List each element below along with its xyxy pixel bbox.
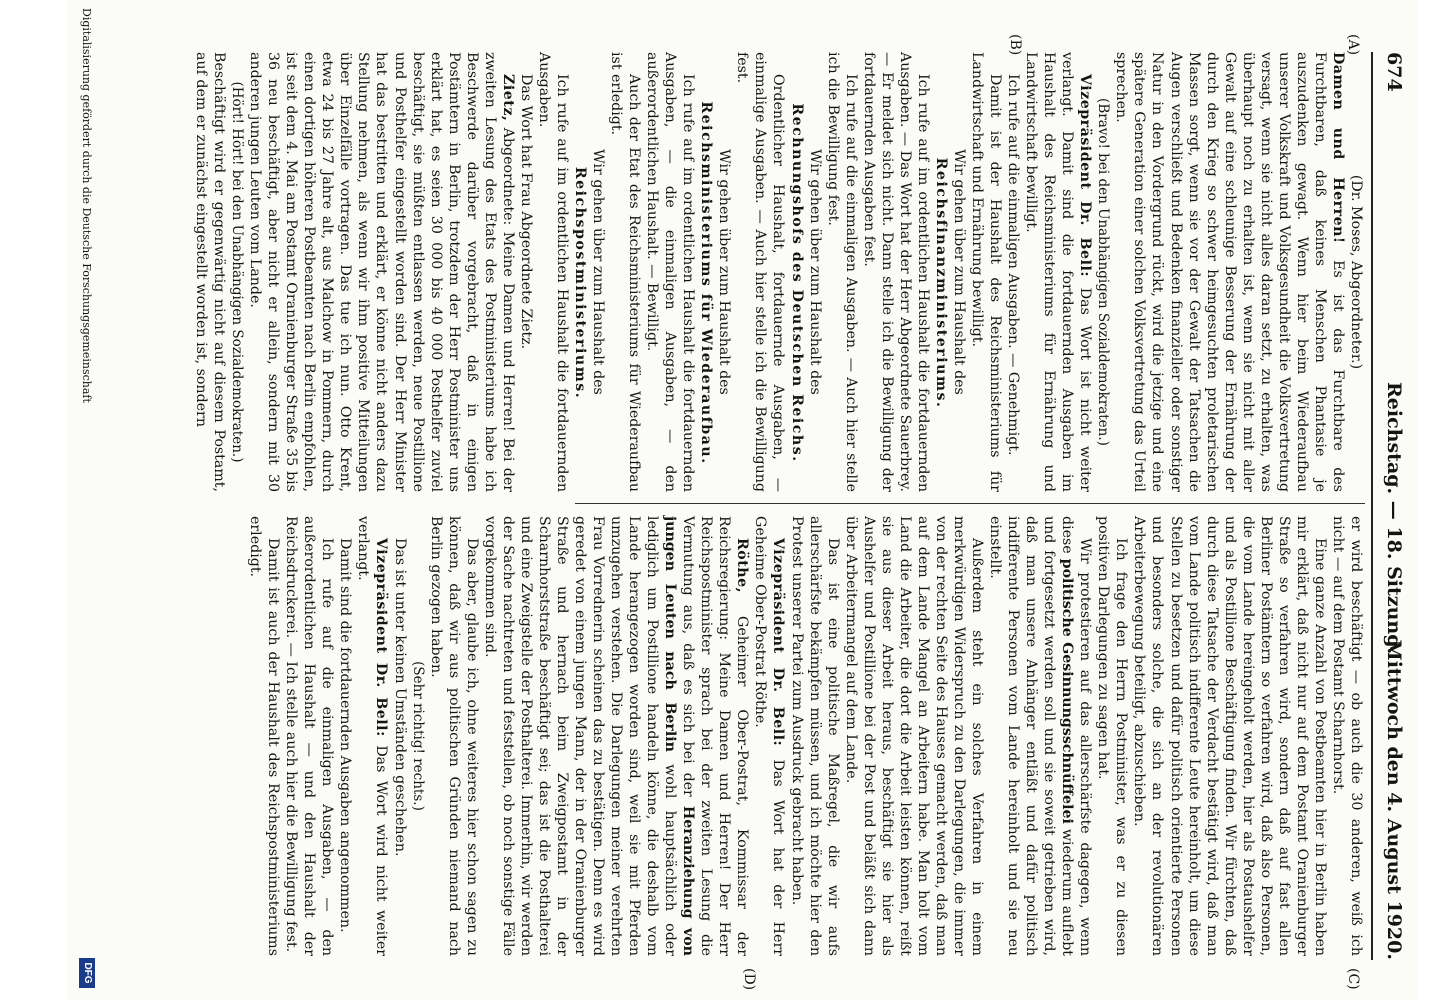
paragraph: Wir gehen über zum Haushalt des <box>716 149 733 395</box>
paragraph: Wir gehen über zum Haushalt des <box>950 149 967 395</box>
dfg-logo: DFG <box>79 958 95 988</box>
section-heading: Rechnungshofs des Deutschen Reichs. <box>788 103 805 463</box>
paragraph: Ich rufe auf im ordentlichen Haushalt die fortdauernden Ausgaben, — die einmaligen Ausgaben, — den außerordentlichen Haushalt. — Bewilligt. <box>644 52 697 492</box>
paragraph: Zietz, Abgeordnete: Meine Damen und Herren! Bei der zweiten Lesung des Etats des Postministeriums habe ich Beschwerde darüber vorgebracht, daß in einigen Postämtern in Berlin, trotzdem der Herr Postminister uns erklärt hat, es seien 30 000 bis 40 000 Posthelfer zuviel beschäftigt, sie müßten entlassen werden, neue Postillione und Posthelfer eingestellt worden sind. Der Herr Minister hat das bestritten und erklärt, er könne nicht anders dazu Stellung nehmen, als wenn wir ihm positive Mitteilungen über Einzelfälle vortragen. Das tue ich nun. Otto Krent, etwa 24 bis 27 Jahre alt, aus Malchow in Pommern, durch einen dortigen höheren Postbeamten nach Berlin empfohlen, ist seit dem 4. Mai am Postamt Oranienburger Straße 35 bis 36 neu beschäftigt, aber nicht er allein, sondern mit 30 anderen jungen Leuten vom Lande. <box>247 52 516 492</box>
page-header <box>1375 52 1409 960</box>
speaker-name: Röthe, <box>734 538 751 594</box>
paragraph: Das aber, glaube ich, ohne weiteres hier schon sagen zu können, daß wir aus politischen Gründen niemand nach Berlin gezogen haben. <box>427 516 480 956</box>
paragraph: Das Wort hat Frau Abgeordnete Zietz. <box>517 74 534 350</box>
speaker-name: Damen und Herren! <box>1329 52 1346 244</box>
paragraph: Wir protestieren auf das allerschärfste dagegen, wenn diese politische Gesinnungsschnüffelei wiederum auflebt und fortgesetzt werden soll und sie soweit getrieben wird, daß man unsere Anhänger entläßt und dafür politisch indifferente Personen vom Lande hereinholt und sie neu einstellt. <box>987 516 1094 956</box>
paragraph: Ich rufe auf die einmaligen Ausgaben. — Auch hier stelle ich die Bewilligung fest. <box>824 52 859 492</box>
paragraph: Eine ganze Anzahl von Postbeamten hier in Berlin haben mir erklärt, daß nicht nur auf dem Postamt Oranienburger Straße so verfahren wird, sondern daß auf fast allen Berliner Postämtern so verfahren wird, daß also Personen, die vom Lande hereingeholt werden, hier als Postaushelfer und als Postillione Beschäftigung finden. Wir fürchten, daß durch diese Tatsache der Verdacht bestätigt wird, daß man vom Lande politisch indifferente Leute hereinholt, um diese Stellen zu besetzen und dafür politisch orientierte Personen und besonders solche, die sich an der revolutionären Arbeiterbewegung beteiligt, abzuschieben. <box>1131 516 1328 956</box>
session-date: Mittwoch den 4. August 1920. <box>1383 639 1405 960</box>
paragraph: Ich rufe auf die einmaligen Ausgaben. — Genehmigt. <box>1005 74 1022 456</box>
paragraph: Vizepräsident Dr. Bell: Das Wort wird nicht weiter verlangt. <box>355 516 390 956</box>
paragraph: Das ist eine politische Maßregel, die wir aufs allerschärfste bekämpfen müssen, und ich möchte hier den Protest unserer Partei zum Ausdruck gebracht haben. <box>788 516 841 956</box>
margin-letter-d: (D) <box>741 968 757 991</box>
paragraph: Auch der Etat des Reichsministeriums für Wiederaufbau ist erledigt. <box>608 52 643 492</box>
section-heading: Reichspostministeriums. <box>571 166 588 400</box>
paragraph: Ich rufe auf im ordentlichen Haushalt die fortdauernden Ausgaben. <box>535 52 570 492</box>
paragraph: Wir gehen über zum Haushalt des <box>806 149 823 395</box>
header-rule <box>1371 52 1373 960</box>
paragraph: Vizepräsident Dr. Bell: Das Wort hat der Herr Geheime Ober-Postrat Röthe. <box>752 516 787 957</box>
emphasis: politische Gesinnungsschnüffelei <box>1059 558 1076 824</box>
speaker-name: Vizepräsident Dr. Bell: <box>373 538 390 737</box>
paragraph: er wird beschäftigt — ob auch die 30 anderen, weiß ich nicht — auf dem Postamt Scharnhorst. <box>1329 516 1364 956</box>
paragraph: Ich frage den Herrn Postminister, was er zu diesen positiven Darlegungen zu sagen hat. <box>1095 516 1130 956</box>
speaker-name: Vizepräsident Dr. Bell: <box>1077 74 1094 278</box>
rotated-document-page <box>67 0 1417 1000</box>
paragraph: Damit ist auch der Haushalt des Reichspostministeriums erledigt. <box>247 516 282 956</box>
speaker-name: Vizepräsident Dr. Bell: <box>770 538 787 747</box>
page-footer <box>75 0 95 1000</box>
speaker-name: Zietz, <box>499 74 516 122</box>
paragraph: Ordentlicher Haushalt, fortdauernde Ausgaben, — einmalige Ausgaben. — Auch hier stelle ich die Bewilligung fest. <box>734 52 787 492</box>
paragraph: Damen und Herren! Es ist das Furchtbare des Furchtbaren, daß keines Menschen Phantasie je auszudenken gewagt. Wenn hier beim Wiederaufbau unserer Volkskraft und Volksgesundheit die Volksvertretung versagt, wenn sie nicht alles daran setzt, zu erhalten, was überhaupt noch zu erhalten ist, wenn sie nicht mit aller Gewalt auf eine schleunige Besserung der Ernährung der durch den Krieg so schwer heimgesuchten proletarischen Massen sorgt, wenn sie vor der Gewalt der Tatsachen die Augen verschließt und Bedenken finanzieller oder sonstiger Natur in den Vordergrund rückt, wird die jetzige und eine spätere Generation einer solchen Volksvertretung das Urteil sprechen. <box>1113 52 1346 492</box>
digitization-credit: Digitalisierung gefördert durch die Deutsche Forschungsgemeinschaft <box>80 8 93 403</box>
section-heading: Reichsfinanzministeriums. <box>932 157 949 409</box>
speaker-note: (Dr. Moses, Abgeordneter.) <box>1348 174 1364 370</box>
right-column <box>127 516 1365 956</box>
paragraph: Ich rufe auf die einmaligen Ausgaben, — den außerordentlichen Haushalt — und den Haushalt der Reichsdruckerei. — Ich stelle auch hier die Bewilligung fest. <box>283 516 336 956</box>
margin-letter-b: (B) <box>1007 34 1023 56</box>
paragraph: Ich rufe auf im ordentlichen Haushalt die fortdauernden Ausgaben. — Das Wort hat der Herr Abgeordnete Sauerbrey. — Er meldet sich nicht. Dann stelle ich die Bewilligung der fortdauernden Ausgaben fest. <box>860 52 931 492</box>
emphasis: Heranziehung von jungen Leuten nach Berlin <box>662 516 697 956</box>
interjection: (Sehr richtig! rechts.) <box>409 661 426 811</box>
section-heading: Reichsministeriums für Wiederaufbau. <box>698 101 715 465</box>
paragraph: Damit sind die fortdauernden Ausgaben angenommen. <box>337 538 354 933</box>
paragraph: Beschäftigt wird er gegenwärtig nicht auf diesem Postamt, auf dem er zunächst eingestellt worden ist, sondern <box>193 52 228 492</box>
paragraph: Röthe, Geheimer Ober-Postrat, Kommissar der Reichsregierung: Meine Damen und Herren! Der Herr Reichspostminister sprach bei der zweiten Lesung die Vermutung aus, daß es sich bei der Heranziehung von jungen Leuten nach Berlin wohl hauptsächlich oder lediglich um Postillione handeln könne, die deshalb vom Lande herangezogen worden sind, weil sie mit Pferden umzugehen verstehen. Die Darlegungen meiner verehrten Frau Vorrednerin scheinen das zu bestätigen. Denn es wird geredet von einem jungen Mann, der in der Oranienburger Straße und hernach beim Zweigpostamt in der Scharnhorststraße beschäftigt sei; das ist die Posthalterei und eine Zweigstelle der Posthalterei. Immerhin, wir werden der Sache nachtreten und feststellen, ob noch sonstige Fälle vorgekommen sind. <box>481 516 751 957</box>
margin-letter-a: (A) <box>1345 34 1361 56</box>
paragraph: Damit ist der Haushalt des Reichsministeriums für Landwirtschaft und Ernährung bewilligt. <box>969 52 1004 492</box>
interjection: (Hört! Hört! bei den Unabhängigen Sozialdemokraten.) <box>229 81 246 463</box>
page-number: 674 <box>1383 52 1405 92</box>
paragraph: Außerdem steht ein solches Verfahren in einem merkwürdigen Widerspruch zu den Darlegungen, die immer von der rechten Seite des Hauses gemacht werden, daß man auf dem Lande Mangel an Arbeitern habe. Man holt vom Land die Arbeiter, die dort die Arbeit leisten können, reißt sie aus dieser Arbeit heraus, beschäftigt sie hier als Aushelfer und Postillione bei der Post und beläßt sich dann über Arbeitermangel auf dem Lande. <box>842 516 986 956</box>
paragraph: Wir gehen über zum Haushalt des <box>590 149 607 395</box>
margin-letter-c: (C) <box>1345 968 1361 990</box>
column-divider <box>575 503 1365 504</box>
session-title: Reichstag. — 18. Sitzung. <box>1383 382 1405 655</box>
interjection: (Bravo! bei den Unabhängigen Sozialdemokraten.) <box>1095 98 1112 446</box>
left-column <box>127 52 1365 492</box>
paragraph: Vizepräsident Dr. Bell: Das Wort ist nicht weiter verlangt. Damit sind die fortdauernden Ausgaben im Haushalt des Reichsministeriums für Ernährung und Landwirtschaft bewilligt. <box>1023 52 1094 493</box>
paragraph: Das ist unter keinen Umständen geschehen. <box>391 538 408 857</box>
